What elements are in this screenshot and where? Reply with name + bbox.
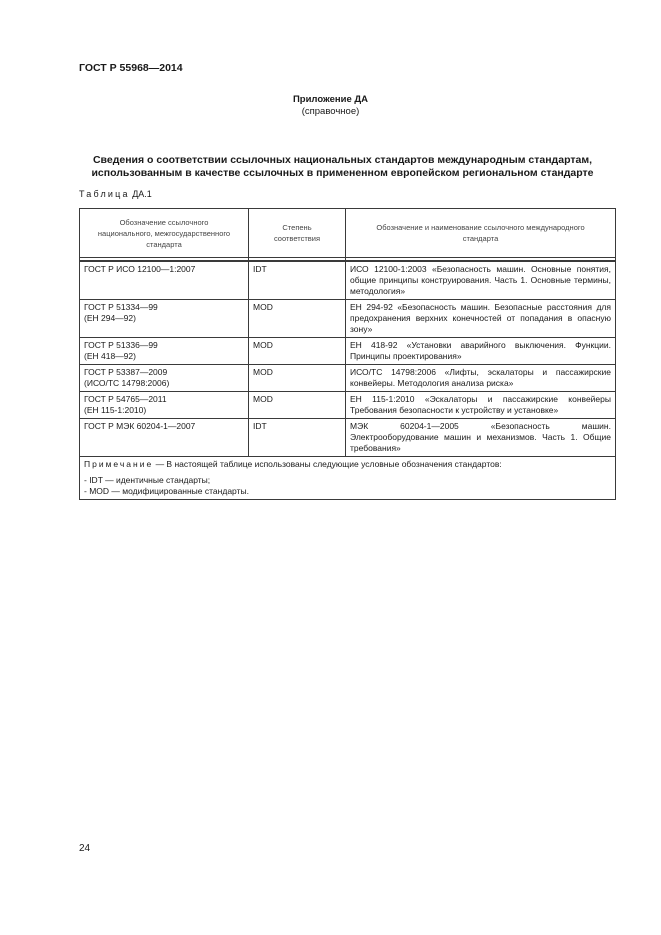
degree-cell: IDT [249,261,346,300]
column-header-international: Обозначение и наименование ссылочного международного стандарта [346,209,616,258]
national-standard-cell: ГОСТ Р 54765—2011 (ЕН 115-1:2010) [80,392,249,419]
degree-cell: MOD [249,338,346,365]
table-label [79,189,152,199]
international-standard-cell: МЭК 60204-1—2005 «Безопасность машин. Электрооборудование машин и механизмов. Часть 1. Общие требования» [346,419,616,457]
table-row [80,392,616,419]
degree-cell: MOD [249,300,346,338]
table-row [80,300,616,338]
heading-line-1: Сведения о соответствии ссылочных национальных стандартов международным стандартам, [92,154,593,166]
note-label: Примечание [84,459,154,469]
note-heading [84,459,611,470]
table-row [80,419,616,457]
national-standard-cell: ГОСТ Р МЭК 60204-1—2007 [80,419,249,457]
table-row [80,261,616,300]
document-id: ГОСТ Р 55968—2014 [79,62,183,74]
table-label-number: ДА.1 [129,189,152,199]
table-row [80,365,616,392]
note-item-idt: - IDT — идентичные стандарты; [84,475,211,485]
degree-cell: MOD [249,392,346,419]
table-row [80,338,616,365]
national-standard-cell: ГОСТ Р 51336—99 (ЕН 418—92) [80,338,249,365]
standards-table [79,208,616,500]
appendix-subtitle: (справочное) [301,106,360,117]
national-standard-cell: ГОСТ Р ИСО 12100—1:2007 [80,261,249,300]
international-standard-cell: ИСО/ТС 14798:2006 «Лифты, эскалаторы и пассажирские конвейеры. Методология анализа риска» [346,365,616,392]
national-standard-cell: ГОСТ Р 51334—99 (ЕН 294—92) [80,300,249,338]
international-standard-cell: ЕН 294-92 «Безопасность машин. Безопасные расстояния для предохранения верхних конечностей от попадания в опасную зону» [346,300,616,338]
section-heading [70,154,615,180]
appendix-header [0,94,661,118]
table-note [80,457,616,500]
table-label-word: Таблица [79,189,130,199]
degree-cell: MOD [249,365,346,392]
table-header-row [80,209,616,258]
column-header-national: Обозначение ссылочного национального, межгосударственного стандарта [80,209,249,258]
table-note-row [80,457,616,500]
international-standard-cell: ЕН 115-1:2010 «Эскалаторы и пассажирские конвейеры Требования безопасности к устройству и установке» [346,392,616,419]
international-standard-cell: ЕН 418-92 «Установки аварийного выключения. Функции. Принципы проектирования» [346,338,616,365]
heading-line-2: использованным в качестве ссылочных в примененном европейском региональном стандарте [91,167,594,179]
column-header-degree: Степень соответствия [249,209,346,258]
international-standard-cell: ИСО 12100-1:2003 «Безопасность машин. Основные понятия, общие принципы конструирования. Часть 1. Основные термины, методология» [346,261,616,300]
appendix-title: Приложение ДА [292,94,369,105]
national-standard-cell: ГОСТ Р 53387—2009 (ИСО/ТС 14798:2006) [80,365,249,392]
degree-cell: IDT [249,419,346,457]
note-item-mod: - MOD — модифицированные стандарты. [84,486,249,496]
note-text: — В настоящей таблице использованы следующие условные обозначения стандартов: [153,459,502,469]
page-number: 24 [79,843,91,854]
